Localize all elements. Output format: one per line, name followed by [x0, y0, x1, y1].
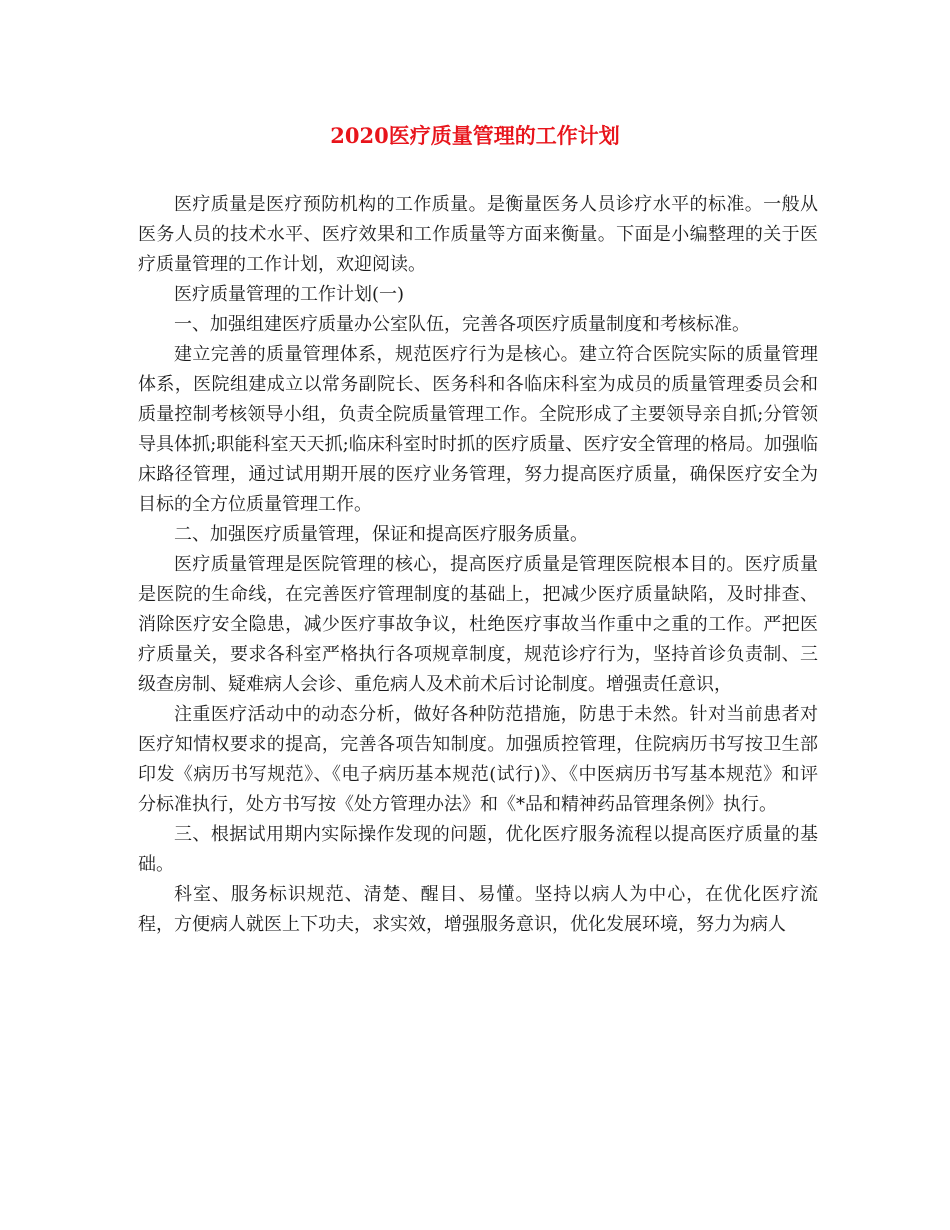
paragraph-item-2-heading: 二、加强医疗质量管理，保证和提高医疗服务质量。 [174, 524, 588, 545]
paragraph-intro: 医疗质量是医疗预防机构的工作质量。是衡量医务人员诊疗水平的标准。一般从医务人员的技术水平、医疗效果和工作质量等方面来衡量。下面是小编整理的关于医疗质量管理的工作计划，欢迎阅读。 [138, 194, 818, 275]
paragraph-item-2-continued: 注重医疗活动中的动态分析，做好各种防范措施，防患于未然。针对当前患者对医疗知情权要求的提高，完善各项告知制度。加强质控管理，住院病历书写按卫生部印发《病历书写规范》、《电子病历基本规范(试行)》、《中医病历书写基本规范》和评分标准执行，处方书写按《处方管理办法》和《*品和精神药品管理条例》执行。 [138, 704, 818, 815]
paragraph-item-1-body: 建立完善的质量管理体系，规范医疗行为是核心。建立符合医院实际的质量管理体系，医院组建成立以常务副院长、医务科和各临床科室为成员的质量管理委员会和质量控制考核领导小组，负责全院质量管理工作。全院形成了主要领导亲自抓;分管领导具体抓;职能科室天天抓;临床科室时时抓的医疗质量、医疗安全管理的格局。加强临床路径管理，通过试用期开展的医疗业务管理，努力提高医疗质量，确保医疗安全为目标的全方位质量管理工作。 [138, 344, 818, 515]
paragraph-item-2-body: 医疗质量管理是医院管理的核心，提高医疗质量是管理医院根本目的。医疗质量是医院的生命线，在完善医疗管理制度的基础上，把减少医疗质量缺陷，及时排查、消除医疗安全隐患，减少医疗事故争议，杜绝医疗事故当作重中之重的工作。严把医疗质量关，要求各科室严格执行各项规章制度，规范诊疗行为，坚持首诊负责制、三级查房制、疑难病人会诊、重危病人及术前术后讨论制度。增强责任意识， [138, 554, 818, 695]
paragraph-item-3-body: 科室、服务标识规范、清楚、醒目、易懂。坚持以病人为中心，在优化医疗流程，方便病人就医上下功夫，求实效，增强服务意识，优化发展环境，努力为病人 [138, 884, 818, 935]
paragraph-section-heading: 医疗质量管理的工作计划(一) [174, 284, 405, 305]
paragraph-item-3-heading: 三、根据试用期内实际操作发现的问题，优化医疗服务流程以提高医疗质量的基础。 [138, 824, 818, 875]
paragraph-item-1-heading: 一、加强组建医疗质量办公室队伍，完善各项医疗质量制度和考核标准。 [174, 314, 750, 335]
document-title: 2020医疗质量管理的工作计划 [330, 123, 620, 148]
document-body [138, 190, 818, 940]
